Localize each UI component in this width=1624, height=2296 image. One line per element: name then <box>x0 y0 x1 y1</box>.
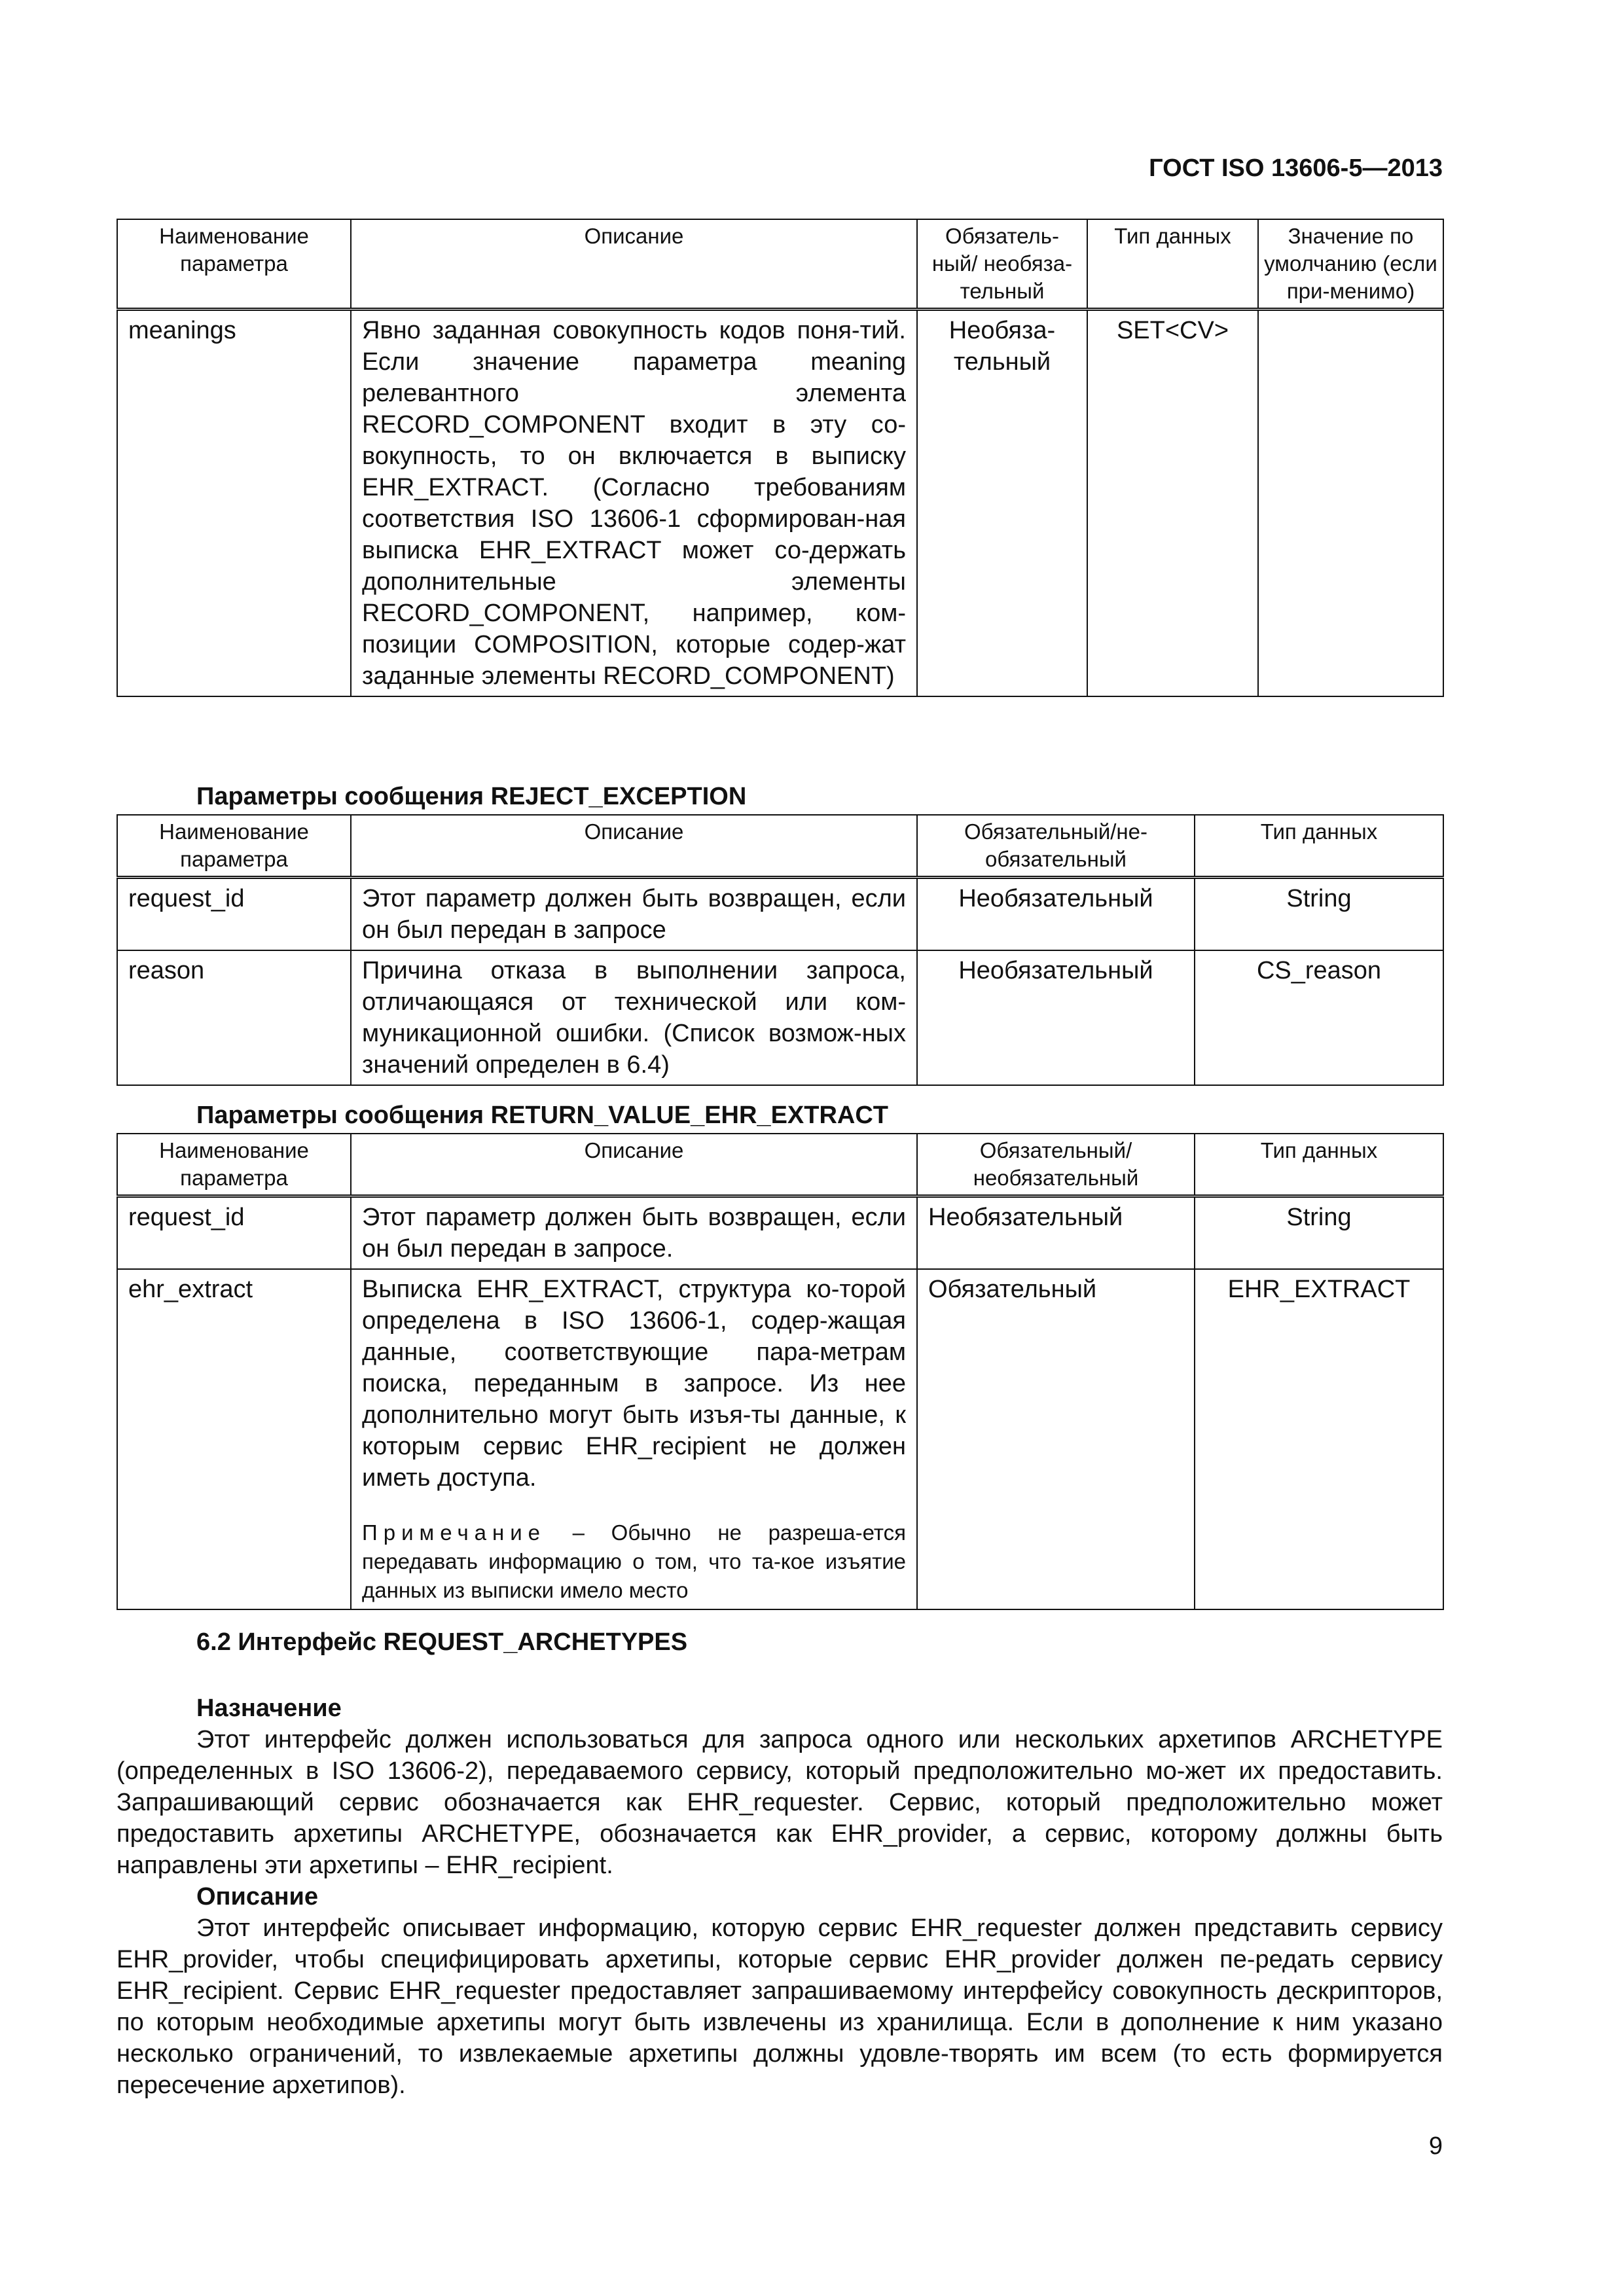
header-cell-required: Обязательный/ необязательный <box>917 1134 1195 1196</box>
header-cell-type: Тип данных <box>1195 1134 1443 1196</box>
reject-exception-table <box>117 814 1444 1086</box>
return-value-table <box>117 1133 1444 1610</box>
description-text: Этот интерфейс описывает информацию, которую сервис EHR_requester должен представить сервису EHR_provider, чтобы специфицировать архетипы, которые сервис EHR_provider должен пе-редать сервису EHR_recipient. Сервис EHR_requester предоставляет запрашиваемому интерфейсу совокупность дескрипторов, по которым необходимые архетипы могут быть извлечены из хранилища. Если в дополнение к ним указано несколько ограничений, то извлекаемые архетипы должны удовле-творять им всем (то есть формируется пересечение архетипов). <box>117 1914 1443 2099</box>
parameter-required: Необяза-тельный <box>917 310 1087 697</box>
document-code: ГОСТ ISO 13606-5—2013 <box>1149 154 1443 182</box>
header-cell-name: Наименование параметра <box>117 1134 351 1196</box>
header-cell-description: Описание <box>351 219 917 310</box>
table-header-row <box>117 219 1443 310</box>
parameter-name: request_id <box>117 878 351 951</box>
header-cell-type: Тип данных <box>1087 219 1258 310</box>
section-body <box>117 1693 1443 2101</box>
note-label: Примечание <box>362 1520 547 1545</box>
parameter-type: CS_reason <box>1195 950 1443 1085</box>
parameter-type: String <box>1195 878 1443 951</box>
header-cell-description: Описание <box>351 815 917 878</box>
meanings-parameter-table <box>117 219 1444 697</box>
header-cell-required: Обязательный/не-обязательный <box>917 815 1195 878</box>
table-row <box>117 1269 1443 1609</box>
table-row <box>117 1196 1443 1270</box>
parameter-description: Этот параметр должен быть возвращен, если он был передан в запросе <box>351 878 917 951</box>
header-cell-name: Наименование параметра <box>117 219 351 310</box>
purpose-title: Назначение <box>196 1695 342 1722</box>
parameter-description-cell <box>351 1269 917 1609</box>
header-cell-required: Обязатель-ный/ необяза-тельный <box>917 219 1087 310</box>
table-header-row <box>117 815 1443 878</box>
parameter-required: Обязательный <box>917 1269 1195 1609</box>
parameter-description: Явно заданная совокупность кодов поня-тий. Если значение параметра meaning релевантного элемента RECORD_COMPONENT входит в эту со-вокупность, то он включается в выписку EHR_EXTRACT. (Согласно требованиям соответствия ISO 13606-1 сформирован-ная выписка EHR_EXTRACT может со-держать дополнительные элементы RECORD_COMPONENT, например, ком-позиции COMPOSITION, которые содер-жат заданные элементы RECORD_COMPONENT) <box>351 310 917 697</box>
note <box>362 1518 906 1605</box>
note-text: – Обычно не разреша-ется передавать информацию о том, что та-кое изъятие данных из выписки имело место <box>362 1520 906 1602</box>
description-title: Описание <box>196 1883 319 1910</box>
table-row <box>117 950 1443 1085</box>
reject-exception-caption: Параметры сообщения REJECT_EXCEPTION <box>196 783 747 810</box>
purpose-text: Этот интерфейс должен использоваться для запроса одного или нескольких архетипов ARCHETYPE (определенных в ISO 13606-2), передаваемого сервису, который предположительно мо-жет их предоставить. Запрашивающий сервис обозначается как EHR_requester. Сервис, который предположительно может предоставить архетипы ARCHETYPE, обозначается как EHR_provider, а сервис, которому должны быть направлены эти архетипы – EHR_recipient. <box>117 1726 1443 1879</box>
table-row <box>117 878 1443 951</box>
table-row <box>117 310 1443 697</box>
parameter-default <box>1258 310 1443 697</box>
parameter-required: Необязательный <box>917 950 1195 1085</box>
header-cell-description: Описание <box>351 1134 917 1196</box>
parameter-required: Необязательный <box>917 878 1195 951</box>
header-cell-type: Тип данных <box>1195 815 1443 878</box>
parameter-description: Выписка EHR_EXTRACT, структура ко-торой определена в ISO 13606-1, содер-жащая данные, соответствующие пара-метрам поиска, переданным в запросе. Из нее дополнительно могут быть изъя-ты данные, к которым сервис EHR_recipient не должен иметь доступа. <box>362 1276 906 1492</box>
parameter-name: reason <box>117 950 351 1085</box>
parameter-required: Необязательный <box>917 1196 1195 1270</box>
parameter-name: meanings <box>117 310 351 697</box>
parameter-type: EHR_EXTRACT <box>1195 1269 1443 1609</box>
parameter-type: String <box>1195 1196 1443 1270</box>
parameter-name: ehr_extract <box>117 1269 351 1609</box>
section-heading: 6.2 Интерфейс REQUEST_ARCHETYPES <box>196 1628 688 1656</box>
page-number: 9 <box>1428 2132 1443 2160</box>
parameter-type: SET<CV> <box>1087 310 1258 697</box>
parameter-name: request_id <box>117 1196 351 1270</box>
return-value-caption: Параметры сообщения RETURN_VALUE_EHR_EXTRACT <box>196 1102 889 1129</box>
parameter-description: Причина отказа в выполнении запроса, отличающаяся от технической или ком-муникационной ошибки. (Список возмож-ных значений определен в 6.4) <box>351 950 917 1085</box>
header-cell-default: Значение по умолчанию (если при-менимо) <box>1258 219 1443 310</box>
parameter-description: Этот параметр должен быть возвращен, если он был передан в запросе. <box>351 1196 917 1270</box>
table-header-row <box>117 1134 1443 1196</box>
header-cell-name: Наименование параметра <box>117 815 351 878</box>
